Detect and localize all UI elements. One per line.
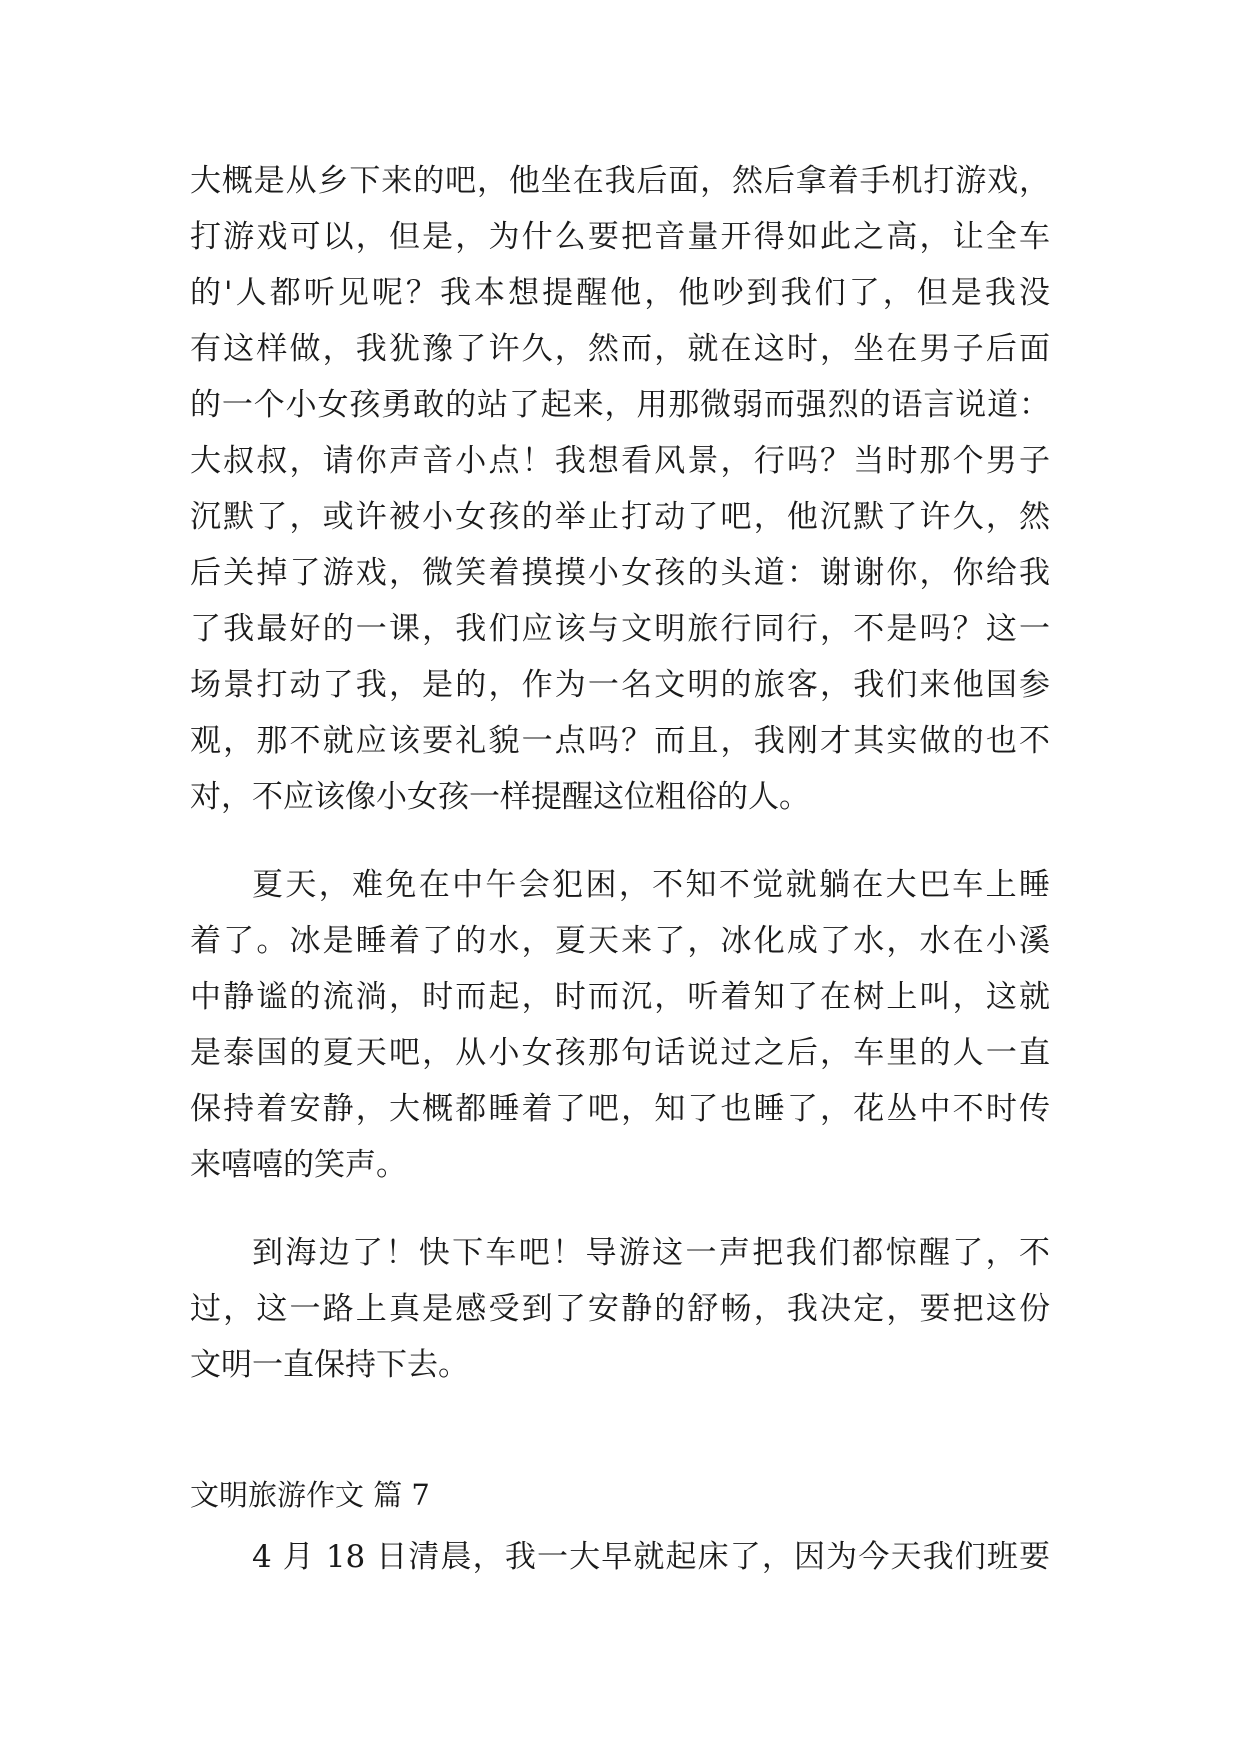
text-line: 过，这一路上真是感受到了安静的舒畅，我决定，要把这份 [190,1291,1050,1327]
text-line: 文明一直保持下去。 [190,1347,469,1383]
text-line: 后关掉了游戏，微笑着摸摸小女孩的头道：谢谢你，你给我 [190,555,1050,591]
text-line: 观，那不就应该要礼貌一点吗？而且，我刚才其实做的也不 [190,723,1050,759]
text-line: 沉默了，或许被小女孩的举止打动了吧，他沉默了许久，然 [190,499,1050,535]
text-line: 的一个小女孩勇敢的站了起来，用那微弱而强烈的语言说道： [190,387,1050,423]
text-line: 场景打动了我，是的，作为一名文明的旅客，我们来他国参 [190,667,1050,703]
text-line: 中静谧的流淌，时而起，时而沉，听着知了在树上叫，这就 [190,979,1050,1015]
text-line: 大叔叔，请你声音小点！我想看风景，行吗？当时那个男子 [190,443,1050,479]
text-line: 4 月 18 日清晨，我一大早就起床了，因为今天我们班要 [252,1539,1050,1575]
text-line: 对，不应该像小女孩一样提醒这位粗俗的人。 [190,779,810,815]
text-line: 来嘻嘻的笑声。 [190,1147,407,1183]
text-line: 了我最好的一课，我们应该与文明旅行同行，不是吗？这一 [190,611,1050,647]
section-heading: 文明旅游作文 篇 7 [190,1478,430,1512]
text-line: 有这样做，我犹豫了许久，然而，就在这时，坐在男子后面 [190,331,1050,367]
text-line: 保持着安静，大概都睡着了吧，知了也睡了，花丛中不时传 [190,1091,1050,1127]
text-line: 是泰国的夏天吧，从小女孩那句话说过之后，车里的人一直 [190,1035,1050,1071]
text-line: 打游戏可以，但是，为什么要把音量开得如此之高，让全车 [190,219,1050,255]
text-line: 的'人都听见呢？我本想提醒他，他吵到我们了，但是我没 [190,275,1050,311]
text-line: 着了。冰是睡着了的水，夏天来了，冰化成了水，水在小溪 [190,923,1050,959]
text-line: 到海边了！快下车吧！导游这一声把我们都惊醒了，不 [252,1235,1050,1271]
text-line: 夏天，难免在中午会犯困，不知不觉就躺在大巴车上睡 [252,867,1050,903]
text-line: 大概是从乡下来的吧，他坐在我后面，然后拿着手机打游戏， [190,163,1050,199]
